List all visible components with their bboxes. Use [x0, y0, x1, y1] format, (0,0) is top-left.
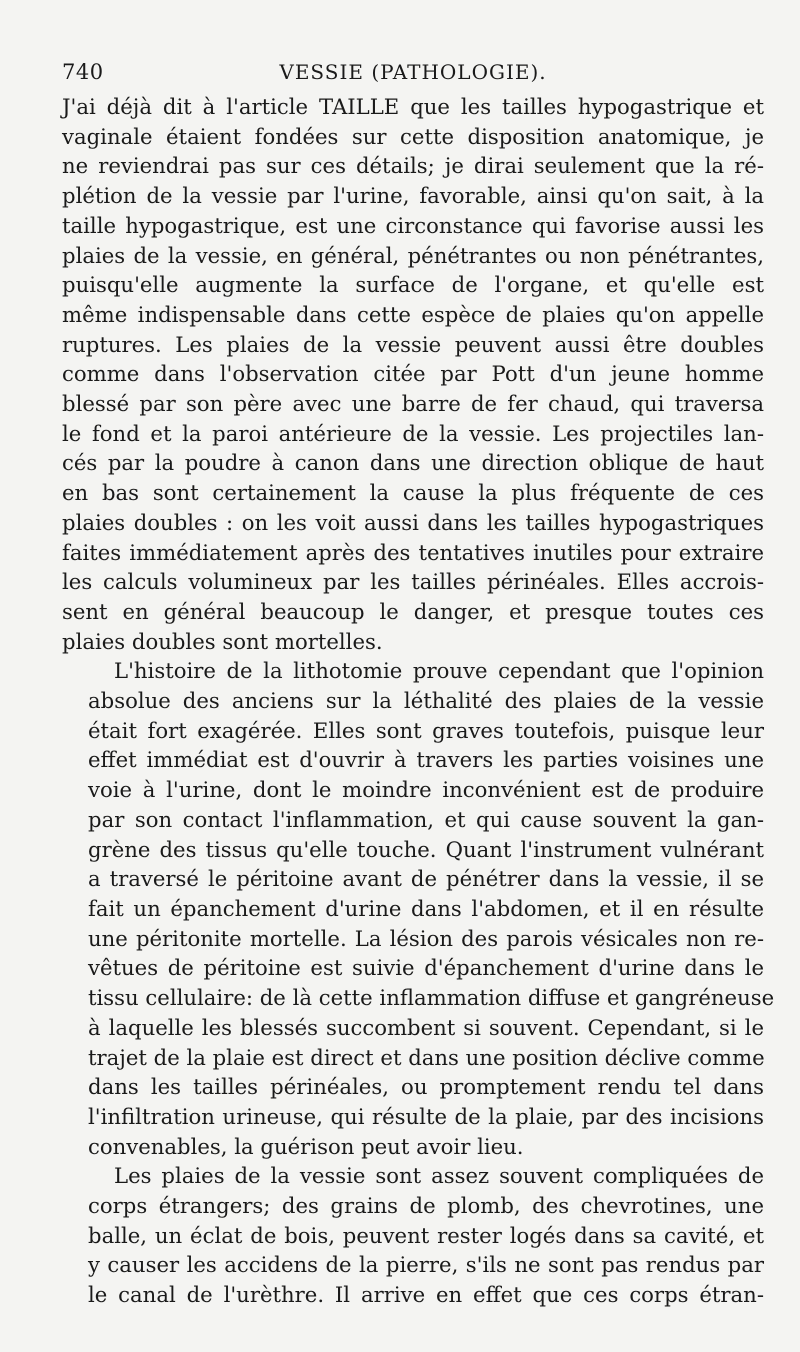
text-line: ruptures. Les plaies de la vessie peuvent aussi être doubles [62, 331, 764, 357]
text-line: une péritonite mortelle. La lésion des parois vésicales non re- [88, 925, 764, 951]
text-line: les calculs volumineux par les tailles périnéales. Elles accrois- [62, 569, 764, 595]
text-line: puisqu'elle augmente la surface de l'organe, et qu'elle est [62, 272, 764, 298]
running-head: VESSIE (PATHOLOGIE). [279, 60, 547, 84]
text-line: le canal de l'urèthre. Il arrive en effet que ces corps étran- [88, 1282, 764, 1308]
paragraph [62, 1161, 764, 1310]
text-line: était fort exagérée. Elles sont graves toutefois, puisque leur [88, 717, 764, 743]
text-line: comme dans l'observation citée par Pott d'un jeune homme [62, 361, 764, 387]
text-line: cés par la poudre à canon dans une direction oblique de haut [62, 450, 764, 476]
text-line: blessé par son père avec une barre de fer chaud, qui traversa [62, 391, 764, 417]
text-line: tissu cellulaire: de là cette inflammation diffuse et gangréneuse [88, 985, 775, 1011]
text-line: plétion de la vessie par l'urine, favorable, ainsi qu'on sait, à la [62, 183, 764, 209]
text-line: corps étrangers; des grains de plomb, des chevrotines, une [88, 1193, 764, 1219]
text-line: a traversé le péritoine avant de pénétrer dans la vessie, il se [88, 866, 764, 892]
text-line: y causer les accidens de la pierre, s'ils ne sont pas rendus par [88, 1252, 764, 1278]
text-line: dans les tailles périnéales, ou promptement rendu tel dans [88, 1074, 764, 1100]
text-line: à laquelle les blessés succombent si souvent. Cependant, si le [88, 1014, 764, 1040]
text-line: absolue des anciens sur la léthalité des plaies de la vessie [88, 688, 764, 714]
paragraph [62, 92, 764, 656]
page-number: 740 [62, 60, 104, 84]
text-line: même indispensable dans cette espèce de plaies qu'on appelle [62, 301, 764, 327]
page-header [62, 56, 764, 92]
text-line: balle, un éclat de bois, peuvent rester logés dans sa cavité, et [88, 1222, 764, 1248]
text-line: convenables, la guérison peut avoir lieu. [88, 1133, 524, 1159]
text-line: taille hypogastrique, est une circonstance qui favorise aussi les [62, 212, 764, 238]
text-line: ne reviendrai pas sur ces détails; je dirai seulement que la ré- [62, 153, 764, 179]
text-line: trajet de la plaie est direct et dans une position déclive comme [88, 1044, 765, 1070]
text-line: faites immédiatement après des tentatives inutiles pour extraire [62, 539, 764, 565]
text-line: sent en général beaucoup le danger, et presque toutes ces [62, 598, 764, 624]
text-line: L'histoire de la lithotomie prouve cependant que l'opinion [114, 658, 764, 684]
text-line: J'ai déjà dit à l'article TAILLE que les tailles hypogastrique et [62, 94, 764, 119]
text-line: le fond et la paroi antérieure de la vessie. Les projectiles lan- [62, 420, 764, 446]
text-line: voie à l'urine, dont le moindre inconvénient est de produire [88, 777, 764, 803]
text-line: effet immédiat est d'ouvrir à travers les parties voisines une [88, 747, 764, 773]
text-line: plaies doubles sont mortelles. [62, 628, 383, 654]
text-line: grène des tissus qu'elle touche. Quant l'instrument vulnérant [88, 836, 764, 862]
text-line: l'infiltration urineuse, qui résulte de la plaie, par des incisions [88, 1103, 764, 1129]
text-line: plaies doubles : on les voit aussi dans les tailles hypogastriques [62, 509, 764, 535]
text-line: plaies de la vessie, en général, pénétrantes ou non pénétrantes, [62, 242, 764, 268]
paragraph [62, 656, 775, 1161]
body-text [62, 92, 775, 1310]
text-line: vêtues de péritoine est suivie d'épanchement d'urine dans le [88, 955, 764, 981]
text-line: Les plaies de la vessie sont assez souvent compliquées de [114, 1163, 764, 1189]
text-line: par son contact l'inflammation, et qui cause souvent la gan- [88, 806, 764, 832]
text-line: vaginale étaient fondées sur cette disposition anatomique, je [62, 123, 764, 149]
text-line: fait un épanchement d'urine dans l'abdomen, et il en résulte [88, 895, 764, 921]
text-line: en bas sont certainement la cause la plus fréquente de ces [62, 480, 764, 506]
